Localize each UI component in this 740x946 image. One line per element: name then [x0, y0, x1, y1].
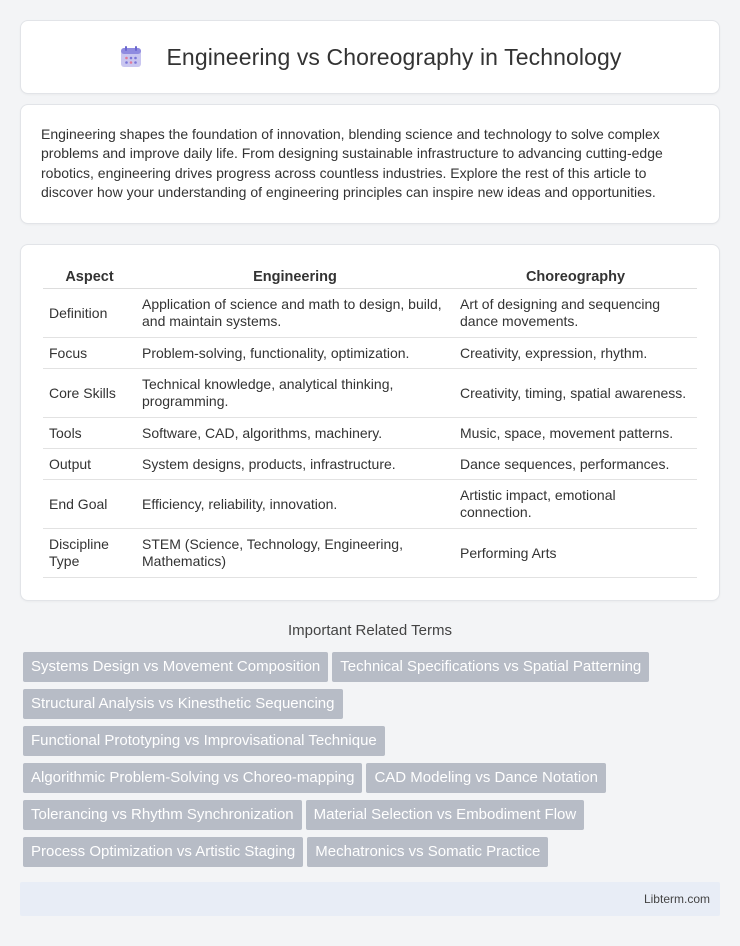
- table-row: [43, 480, 697, 529]
- footer-brand-link[interactable]: Libterm.com: [643, 892, 710, 906]
- row-engineering: Problem-solving, functionality, optimization.: [136, 338, 454, 369]
- table-row: [43, 449, 697, 480]
- row-aspect: Output: [43, 449, 136, 480]
- intro-card: [20, 104, 720, 224]
- row-engineering: STEM (Science, Technology, Engineering, Mathematics): [136, 529, 454, 578]
- related-term-tag[interactable]: Process Optimization vs Artistic Staging: [23, 837, 303, 867]
- row-choreography: Artistic impact, emotional connection.: [454, 480, 697, 529]
- row-choreography: Art of designing and sequencing dance movements.: [454, 289, 697, 338]
- row-engineering: Technical knowledge, analytical thinking, programming.: [136, 369, 454, 418]
- calendar-icon: [118, 44, 144, 70]
- row-choreography: Creativity, expression, rhythm.: [454, 338, 697, 369]
- row-engineering: System designs, products, infrastructure.: [136, 449, 454, 480]
- table-row: [43, 338, 697, 369]
- related-term-tag[interactable]: Algorithmic Problem-Solving vs Choreo-mapping: [23, 763, 362, 793]
- header-engineering: Engineering: [136, 265, 454, 289]
- intro-text: Engineering shapes the foundation of innovation, blending science and technology to solve complex problems and improve daily life. From designing sustainable infrastructure to advancing cutting-edge robotics, engineering drives progress across countless industries. Explore the rest of this article to discover how your understanding of engineering principles can inspire new ideas and opportunities.: [41, 126, 663, 201]
- row-aspect: Core Skills: [43, 369, 136, 418]
- table-header-row: [43, 265, 697, 289]
- row-aspect: Discipline Type: [43, 529, 136, 578]
- row-aspect: Tools: [43, 418, 136, 449]
- related-term-tag[interactable]: Structural Analysis vs Kinesthetic Sequencing: [23, 689, 343, 719]
- table-row: [43, 369, 697, 418]
- row-choreography: Music, space, movement patterns.: [454, 418, 697, 449]
- row-aspect: End Goal: [43, 480, 136, 529]
- header-choreography: Choreography: [454, 265, 697, 289]
- table-row: [43, 289, 697, 338]
- related-term-tag[interactable]: CAD Modeling vs Dance Notation: [366, 763, 605, 793]
- row-engineering: Application of science and math to design, build, and maintain systems.: [136, 289, 454, 338]
- footer: [20, 882, 720, 916]
- row-choreography: Creativity, timing, spatial awareness.: [454, 369, 697, 418]
- related-terms-list: [23, 652, 723, 874]
- comparison-table-card: [20, 244, 720, 601]
- page-title: Engineering vs Choreography in Technology: [166, 43, 622, 70]
- related-term-tag[interactable]: Tolerancing vs Rhythm Synchronization: [23, 800, 302, 830]
- row-aspect: Focus: [43, 338, 136, 369]
- row-aspect: Definition: [43, 289, 136, 338]
- related-term-tag[interactable]: Material Selection vs Embodiment Flow: [306, 800, 585, 830]
- related-terms-title: Important Related Terms: [288, 622, 452, 639]
- comparison-table: [43, 265, 697, 578]
- related-term-tag[interactable]: Systems Design vs Movement Composition: [23, 652, 328, 682]
- related-term-tag[interactable]: Mechatronics vs Somatic Practice: [307, 837, 548, 867]
- header-aspect: Aspect: [43, 265, 136, 289]
- header-card: [20, 20, 720, 94]
- related-term-tag[interactable]: Technical Specifications vs Spatial Patterning: [332, 652, 649, 682]
- row-engineering: Efficiency, reliability, innovation.: [136, 480, 454, 529]
- row-choreography: Performing Arts: [454, 529, 697, 578]
- row-engineering: Software, CAD, algorithms, machinery.: [136, 418, 454, 449]
- row-choreography: Dance sequences, performances.: [454, 449, 697, 480]
- table-row: [43, 418, 697, 449]
- related-term-tag[interactable]: Functional Prototyping vs Improvisational Technique: [23, 726, 385, 756]
- table-row: [43, 529, 697, 578]
